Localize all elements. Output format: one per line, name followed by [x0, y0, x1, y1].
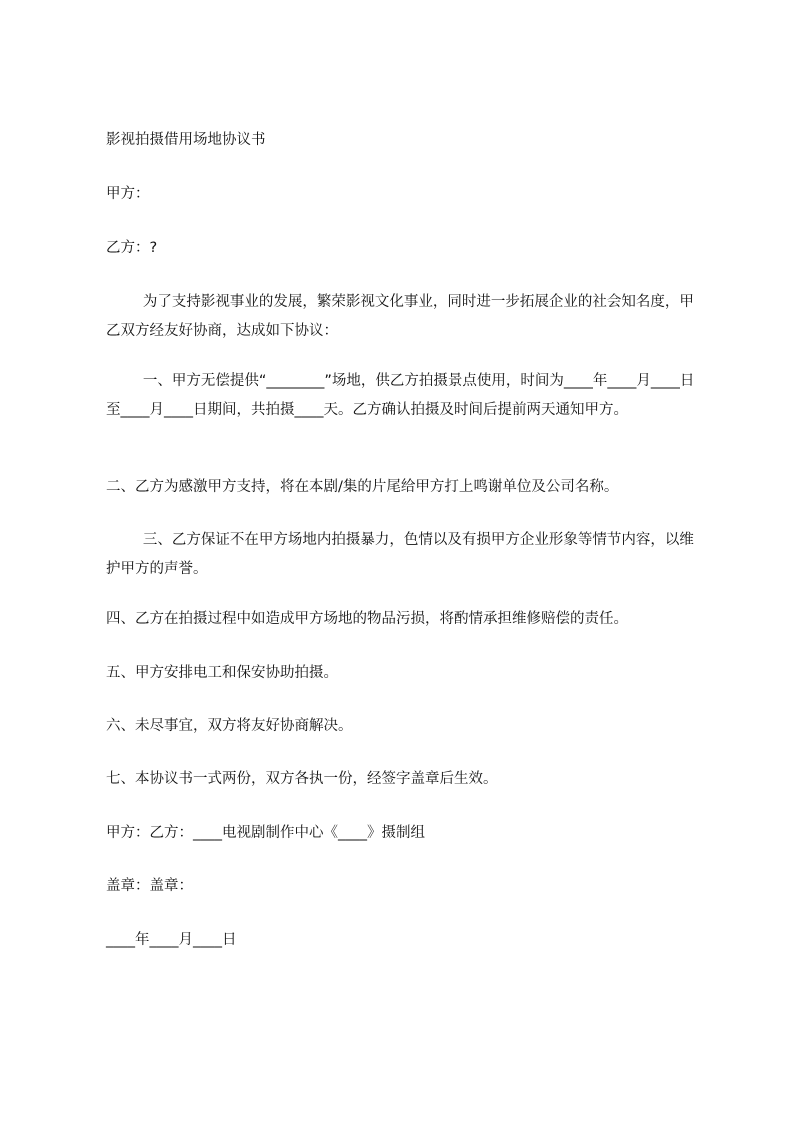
- signature-parties: 甲方：乙方：____电视剧制作中心《____》摄制组: [106, 825, 425, 841]
- date-line: ____年____月____日: [106, 932, 237, 948]
- document-title: 影视拍摄借用场地协议书: [106, 132, 266, 148]
- clause-7: 七、本协议书一式两份，双方各执一份，经签字盖章后生效。: [106, 771, 498, 787]
- clause-3-text: 三、乙方保证不在甲方场地内拍摄暴力，色情以及有损甲方企业形象等情节内容，以维护甲方的声誉。: [106, 532, 694, 577]
- clause-6: 六、未尽事宜，双方将友好协商解决。: [106, 718, 353, 734]
- clause-4: 四、乙方在拍摄过程中如造成甲方场地的物品污损，将酌情承担维修赔偿的责任。: [106, 611, 628, 627]
- seals-line: 盖章：盖章：: [106, 878, 193, 894]
- clause-1-text: 一、甲方无偿提供“________”场地，供乙方拍摄景点使用，时间为____年____月____日至____月____日期间，共拍摄____天。乙方确认拍摄及时间后提前两天通知甲方。: [106, 373, 695, 418]
- intro-paragraph: [106, 288, 706, 346]
- clause-5: 五、甲方安排电工和保安协助拍摄。: [106, 665, 338, 681]
- party-b-label: 乙方：?: [106, 240, 158, 256]
- clause-1-paragraph: [106, 367, 706, 425]
- clause-3-paragraph: [106, 526, 706, 584]
- party-a-label: 甲方：: [106, 186, 150, 202]
- clause-2: 二、乙方为感激甲方支持，将在本剧/集的片尾给甲方打上鸣谢单位及公司名称。: [106, 479, 619, 495]
- intro-text: 为了支持影视事业的发展，繁荣影视文化事业，同时进一步拓展企业的社会知名度，甲乙双方经友好协商，达成如下协议：: [106, 294, 694, 339]
